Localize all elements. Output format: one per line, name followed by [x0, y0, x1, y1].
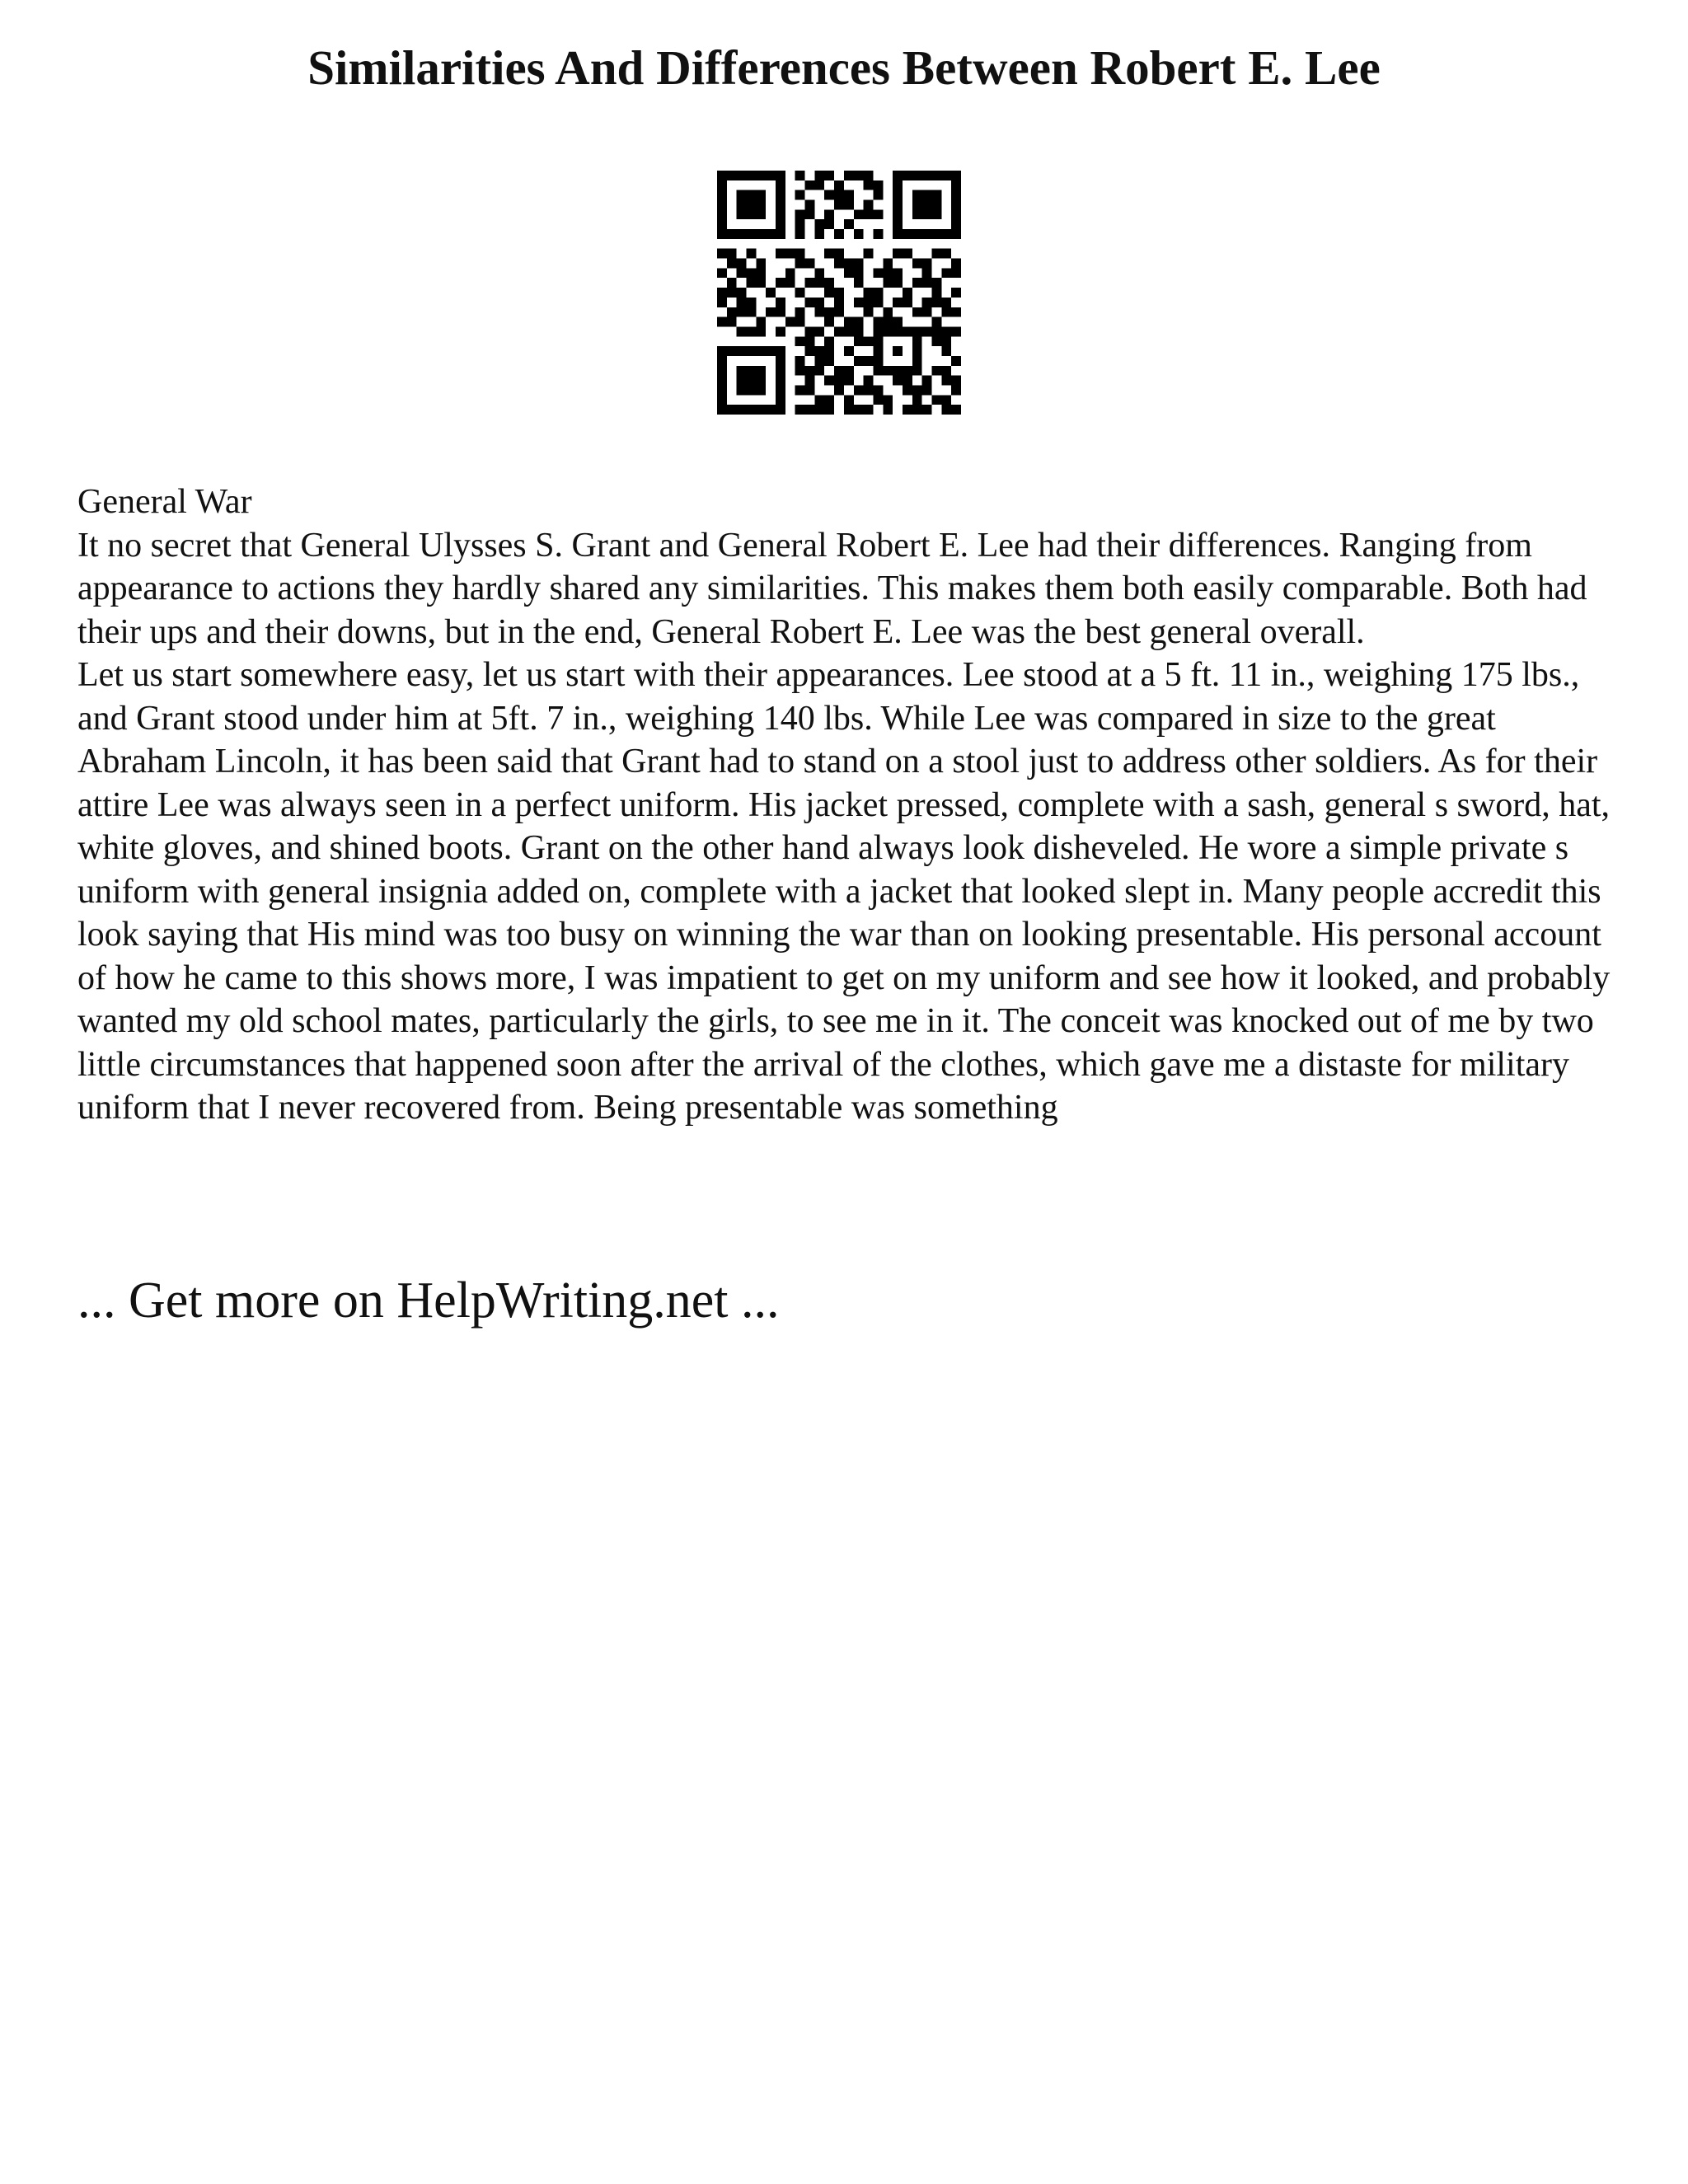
essay-heading: General War: [77, 483, 252, 521]
essay-body: [77, 480, 1619, 1130]
essay-paragraph-1: It no secret that General Ulysses S. Grant and General Robert E. Lee had their differences. Ranging from appearance to actions they hardly shared any similarities. This makes them both easily comparable. Both had their ups and their downs, but in the end, General Robert E. Lee was the best general overall.: [77, 526, 1587, 651]
document-title: Similarities And Differences Between Robert E. Lee: [307, 40, 1381, 95]
get-more-link[interactable]: ... Get more on HelpWriting.net ...: [77, 1272, 780, 1329]
essay-paragraph-2: Let us start somewhere easy, let us start with their appearances. Lee stood at a 5 ft. 11 in., weighing 175 lbs., and Grant stood under him at 5ft. 7 in., weighing 140 lbs. While Lee was compared in size to the great Abraham Lincoln, it has been said that Grant had to stand on a stool just to address other soldiers. As for their attire Lee was always seen in a perfect uniform. His jacket pressed, complete with a sash, general s sword, hat, white gloves, and shined boots. Grant on the other hand always look disheveled. He wore a simple private s uniform with general insignia added on, complete with a jacket that looked slept in. Many people accredit this look saying that His mind was too busy on winning the war than on looking presentable. His personal account of how he came to this shows more, I was impatient to get on my uniform and see how it looked, and probably wanted my old school mates, particularly the girls, to see me in it. The conceit was knocked out of me by two little circumstances that happened soon after the arrival of the clothes, which gave me a distaste for military uniform that I never recovered from. Being presentable was something: [77, 656, 1611, 1127]
qr-code-icon: [717, 171, 961, 415]
